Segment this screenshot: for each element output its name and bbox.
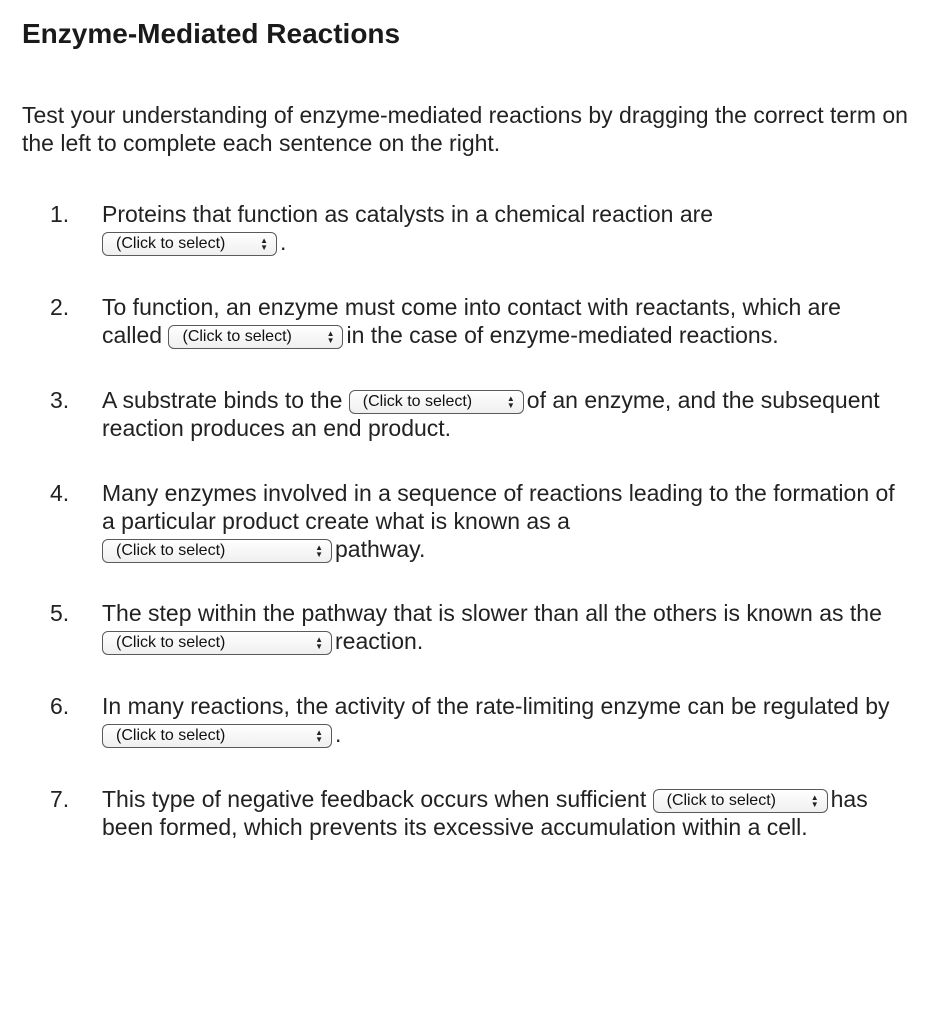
- question-text-after: in the case of enzyme-mediated reactions.: [346, 322, 779, 348]
- question-number: 5.: [50, 600, 70, 626]
- question-number: 2.: [50, 294, 70, 320]
- select-value: (Click to select): [116, 634, 226, 651]
- question-number: 7.: [50, 786, 70, 812]
- updown-arrows-icon: ▲ ▼: [315, 728, 323, 744]
- question-number: 1.: [50, 201, 70, 227]
- updown-arrows-icon: ▲ ▼: [260, 236, 268, 252]
- term-select-4[interactable]: [102, 539, 332, 563]
- term-select-3[interactable]: [349, 390, 524, 414]
- question-text-before: Proteins that function as catalysts in a chemical reaction are: [102, 201, 714, 227]
- updown-arrows-icon: ▲ ▼: [315, 635, 323, 651]
- term-select-5[interactable]: [102, 631, 332, 655]
- select-value: (Click to select): [182, 328, 292, 345]
- select-value: (Click to select): [116, 727, 226, 744]
- select-value: (Click to select): [666, 792, 776, 809]
- question-text-before: Many enzymes involved in a sequence of reactions leading to the formation of a particular product create what is known as a: [102, 480, 895, 534]
- question-text-before: In many reactions, the activity of the rate-limiting enzyme can be regulated by: [102, 693, 890, 719]
- updown-arrows-icon: ▲ ▼: [506, 394, 515, 410]
- updown-arrows-icon: ▲ ▼: [810, 793, 819, 809]
- term-select-1[interactable]: [102, 232, 277, 256]
- select-value: (Click to select): [116, 542, 226, 559]
- instructions-text: Test your understanding of enzyme-mediated reactions by dragging the correct term on the left to complete each sentence on the right.: [22, 102, 908, 156]
- term-select-6[interactable]: [102, 724, 332, 748]
- question-text-after: reaction.: [335, 628, 424, 654]
- question-number: 6.: [50, 693, 70, 719]
- question-text-before: To function, an enzyme must come into contact with reactants, which are called: [102, 294, 841, 348]
- question-number: 4.: [50, 480, 70, 506]
- question-text-before: The step within the pathway that is slower than all the others is known as the: [102, 600, 882, 626]
- question-text-after: of an enzyme, and the subsequent reaction produces an end product.: [102, 387, 880, 441]
- question-number: 3.: [50, 387, 70, 413]
- updown-arrows-icon: ▲ ▼: [315, 543, 323, 559]
- select-value: (Click to select): [116, 235, 226, 252]
- term-select-2[interactable]: [168, 325, 343, 349]
- question-text-after: .: [335, 721, 342, 747]
- question-text-after: pathway.: [335, 536, 426, 562]
- updown-arrows-icon: ▲ ▼: [326, 329, 335, 345]
- page-title: Enzyme-Mediated Reactions: [22, 18, 401, 49]
- question-text-after: .: [280, 229, 287, 255]
- question-text-after: has been formed, which prevents its excessive accumulation within a cell.: [102, 786, 868, 840]
- question-text-before: This type of negative feedback occurs when sufficient: [102, 786, 653, 812]
- term-select-7[interactable]: [653, 789, 828, 813]
- question-text-before: A substrate binds to the: [102, 387, 349, 413]
- select-value: (Click to select): [362, 393, 473, 410]
